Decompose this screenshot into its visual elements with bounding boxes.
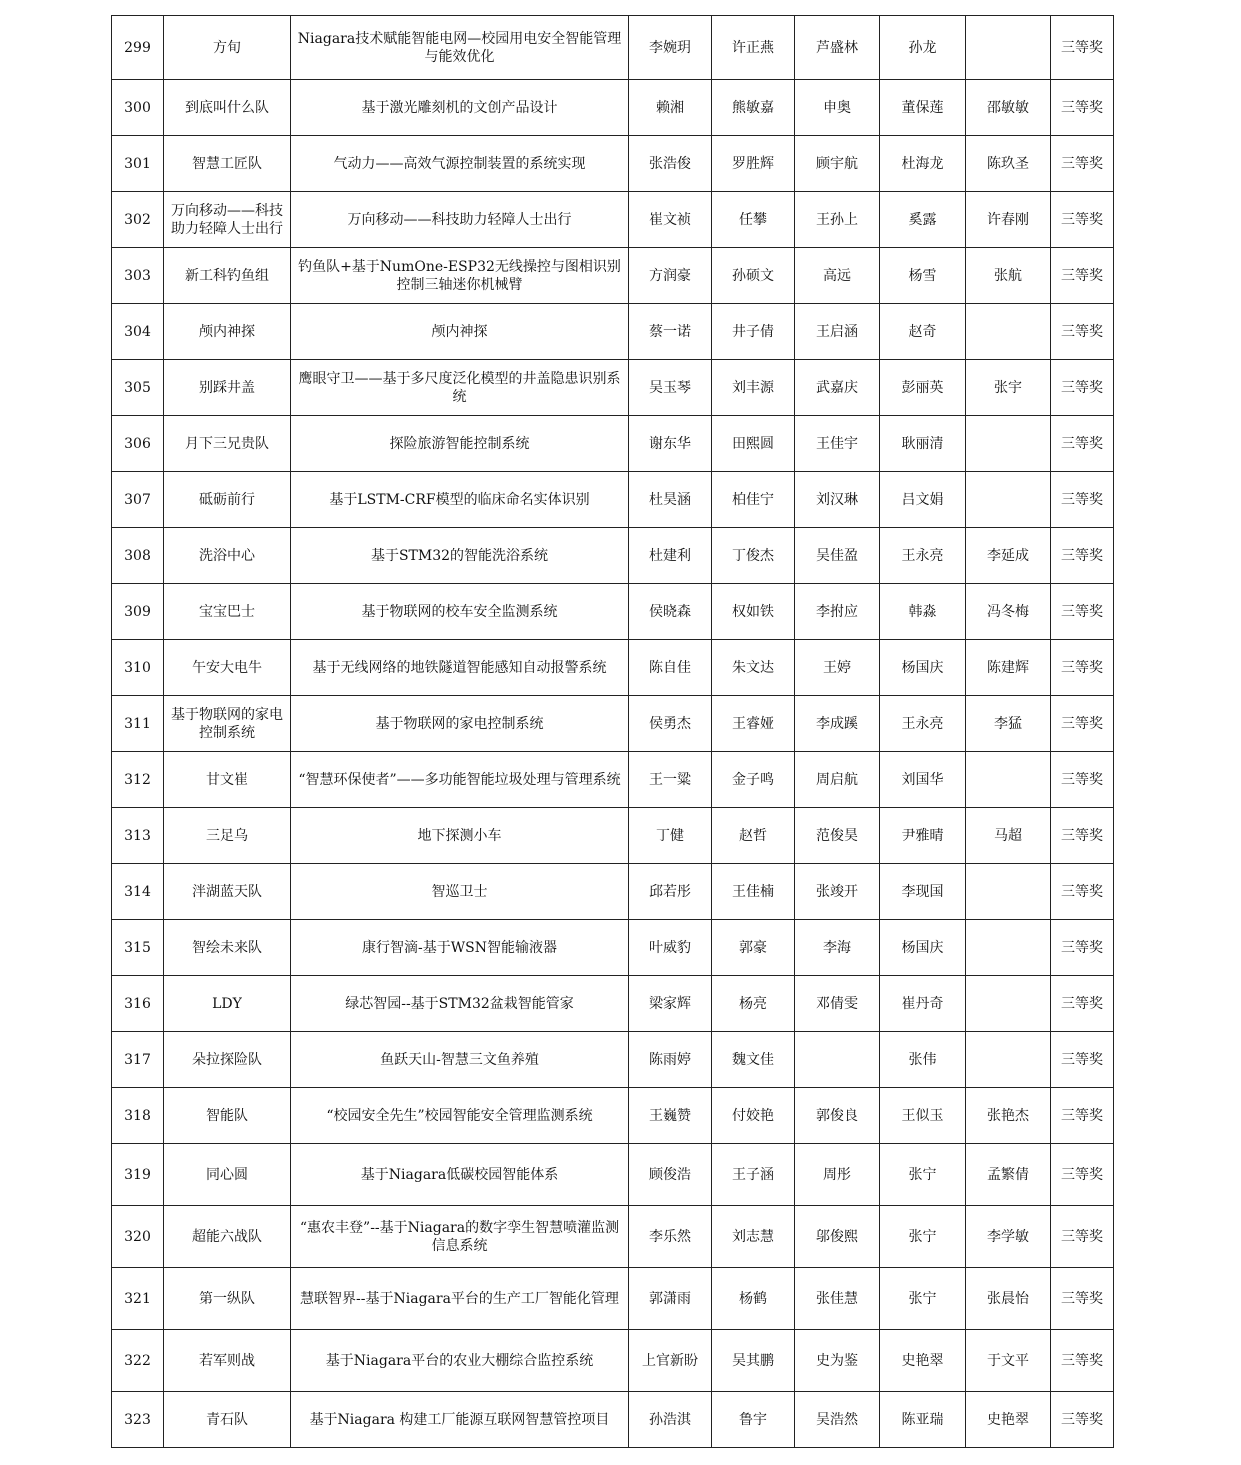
- table-row: [112, 16, 1114, 80]
- member-4-cell: 陈亚瑞: [880, 1392, 966, 1448]
- member-1-cell: 上官新盼: [629, 1330, 712, 1392]
- member-5-cell: 张宇: [966, 360, 1051, 416]
- award-level-cell: 三等奖: [1051, 1088, 1114, 1144]
- project-name-cell: 慧联智界--基于Niagara平台的生产工厂智能化管理: [291, 1268, 629, 1330]
- member-1-cell: 叶威豹: [629, 920, 712, 976]
- project-name-cell: 鹰眼守卫——基于多尺度泛化模型的井盖隐患识别系统: [291, 360, 629, 416]
- row-number-cell: 299: [112, 16, 164, 80]
- member-2-cell: 付姣艳: [712, 1088, 795, 1144]
- award-level-cell: 三等奖: [1051, 808, 1114, 864]
- member-4-cell: 杨雪: [880, 248, 966, 304]
- member-3-cell: 周彤: [795, 1144, 880, 1206]
- team-name-cell: 宝宝巴士: [164, 584, 291, 640]
- member-2-cell: 杨鹤: [712, 1268, 795, 1330]
- member-2-cell: 王佳楠: [712, 864, 795, 920]
- row-number-cell: 302: [112, 192, 164, 248]
- team-name-cell: 第一纵队: [164, 1268, 291, 1330]
- team-name-cell: 甘文崔: [164, 752, 291, 808]
- team-name-cell: 朵拉探险队: [164, 1032, 291, 1088]
- member-3-cell: 王佳宇: [795, 416, 880, 472]
- table-row: [112, 416, 1114, 472]
- member-3-cell: 周启航: [795, 752, 880, 808]
- award-level-cell: 三等奖: [1051, 528, 1114, 584]
- member-3-cell: 史为鉴: [795, 1330, 880, 1392]
- project-name-cell: 绿芯智园--基于STM32盆栽智能管家: [291, 976, 629, 1032]
- member-3-cell: 范俊昊: [795, 808, 880, 864]
- team-name-cell: 智慧工匠队: [164, 136, 291, 192]
- table-row: [112, 1268, 1114, 1330]
- member-5-cell: [966, 864, 1051, 920]
- member-1-cell: 王一粱: [629, 752, 712, 808]
- project-name-cell: 基于无线网络的地铁隧道智能感知自动报警系统: [291, 640, 629, 696]
- row-number-cell: 314: [112, 864, 164, 920]
- award-level-cell: 三等奖: [1051, 472, 1114, 528]
- member-4-cell: 张宁: [880, 1268, 966, 1330]
- member-2-cell: 丁俊杰: [712, 528, 795, 584]
- member-3-cell: 邬俊熙: [795, 1206, 880, 1268]
- member-4-cell: 彭丽英: [880, 360, 966, 416]
- row-number-cell: 301: [112, 136, 164, 192]
- member-5-cell: [966, 472, 1051, 528]
- member-4-cell: 王似玉: [880, 1088, 966, 1144]
- member-4-cell: 杨国庆: [880, 640, 966, 696]
- member-2-cell: 井子倩: [712, 304, 795, 360]
- row-number-cell: 306: [112, 416, 164, 472]
- member-3-cell: 吴浩然: [795, 1392, 880, 1448]
- member-4-cell: 张伟: [880, 1032, 966, 1088]
- member-1-cell: 顾俊浩: [629, 1144, 712, 1206]
- table-row: [112, 584, 1114, 640]
- member-2-cell: 郭豪: [712, 920, 795, 976]
- member-3-cell: 李成蹊: [795, 696, 880, 752]
- member-3-cell: 王启涵: [795, 304, 880, 360]
- project-name-cell: 基于STM32的智能洗浴系统: [291, 528, 629, 584]
- member-5-cell: 邵敏敏: [966, 80, 1051, 136]
- member-2-cell: 魏文佳: [712, 1032, 795, 1088]
- row-number-cell: 308: [112, 528, 164, 584]
- table-row: [112, 304, 1114, 360]
- team-name-cell: 月下三兄贵队: [164, 416, 291, 472]
- member-2-cell: 杨亮: [712, 976, 795, 1032]
- project-name-cell: “校园安全先生”校园智能安全管理监测系统: [291, 1088, 629, 1144]
- project-name-cell: 颅内神探: [291, 304, 629, 360]
- awards-table: [111, 15, 1114, 1448]
- member-3-cell: 邓倩雯: [795, 976, 880, 1032]
- project-name-cell: 钓鱼队+基于NumOne-ESP32无线操控与图相识别控制三轴迷你机械臂: [291, 248, 629, 304]
- member-3-cell: [795, 1032, 880, 1088]
- row-number-cell: 300: [112, 80, 164, 136]
- member-4-cell: 崔丹奇: [880, 976, 966, 1032]
- table-row: [112, 1144, 1114, 1206]
- member-1-cell: 梁家辉: [629, 976, 712, 1032]
- member-3-cell: 李拊应: [795, 584, 880, 640]
- member-5-cell: [966, 976, 1051, 1032]
- member-1-cell: 郭潇雨: [629, 1268, 712, 1330]
- member-1-cell: 杜建利: [629, 528, 712, 584]
- project-name-cell: 基于物联网的校车安全监测系统: [291, 584, 629, 640]
- member-5-cell: 李学敏: [966, 1206, 1051, 1268]
- row-number-cell: 303: [112, 248, 164, 304]
- row-number-cell: 319: [112, 1144, 164, 1206]
- member-5-cell: 冯冬梅: [966, 584, 1051, 640]
- table-row: [112, 472, 1114, 528]
- row-number-cell: 304: [112, 304, 164, 360]
- member-1-cell: 邱若彤: [629, 864, 712, 920]
- table-row: [112, 696, 1114, 752]
- project-name-cell: 基于Niagara低碳校园智能体系: [291, 1144, 629, 1206]
- row-number-cell: 305: [112, 360, 164, 416]
- member-5-cell: 孟繁倩: [966, 1144, 1051, 1206]
- member-2-cell: 鲁宇: [712, 1392, 795, 1448]
- member-3-cell: 李海: [795, 920, 880, 976]
- award-level-cell: 三等奖: [1051, 16, 1114, 80]
- member-4-cell: 刘国华: [880, 752, 966, 808]
- member-4-cell: 赵奇: [880, 304, 966, 360]
- member-3-cell: 刘汉琳: [795, 472, 880, 528]
- member-1-cell: 崔文祯: [629, 192, 712, 248]
- member-5-cell: [966, 304, 1051, 360]
- award-level-cell: 三等奖: [1051, 696, 1114, 752]
- row-number-cell: 320: [112, 1206, 164, 1268]
- team-name-cell: LDY: [164, 976, 291, 1032]
- member-3-cell: 武嘉庆: [795, 360, 880, 416]
- row-number-cell: 317: [112, 1032, 164, 1088]
- project-name-cell: 气动力——高效气源控制装置的系统实现: [291, 136, 629, 192]
- member-1-cell: 陈雨婷: [629, 1032, 712, 1088]
- project-name-cell: 地下探测小车: [291, 808, 629, 864]
- project-name-cell: 基于激光雕刻机的文创产品设计: [291, 80, 629, 136]
- member-5-cell: 马超: [966, 808, 1051, 864]
- member-5-cell: 李猛: [966, 696, 1051, 752]
- member-1-cell: 王巍赞: [629, 1088, 712, 1144]
- member-5-cell: 陈玖圣: [966, 136, 1051, 192]
- member-2-cell: 孙硕文: [712, 248, 795, 304]
- team-name-cell: 三足乌: [164, 808, 291, 864]
- member-2-cell: 熊敏嘉: [712, 80, 795, 136]
- row-number-cell: 322: [112, 1330, 164, 1392]
- table-row: [112, 920, 1114, 976]
- project-name-cell: 康行智滴-基于WSN智能输液器: [291, 920, 629, 976]
- project-name-cell: 万向移动——科技助力轻障人士出行: [291, 192, 629, 248]
- member-3-cell: 郭俊良: [795, 1088, 880, 1144]
- member-1-cell: 孙浩淇: [629, 1392, 712, 1448]
- award-level-cell: 三等奖: [1051, 1330, 1114, 1392]
- member-3-cell: 张竣开: [795, 864, 880, 920]
- member-5-cell: 许春刚: [966, 192, 1051, 248]
- member-2-cell: 柏佳宁: [712, 472, 795, 528]
- member-3-cell: 王孙上: [795, 192, 880, 248]
- award-level-cell: 三等奖: [1051, 1144, 1114, 1206]
- member-1-cell: 李婉玥: [629, 16, 712, 80]
- member-2-cell: 权如铁: [712, 584, 795, 640]
- project-name-cell: Niagara技术赋能智能电网—校园用电安全智能管理与能效优化: [291, 16, 629, 80]
- member-5-cell: 张航: [966, 248, 1051, 304]
- table-row: [112, 80, 1114, 136]
- member-5-cell: 张艳杰: [966, 1088, 1051, 1144]
- member-5-cell: 陈建辉: [966, 640, 1051, 696]
- row-number-cell: 311: [112, 696, 164, 752]
- table-row: [112, 640, 1114, 696]
- member-4-cell: 奚露: [880, 192, 966, 248]
- member-4-cell: 王永亮: [880, 528, 966, 584]
- member-4-cell: 孙龙: [880, 16, 966, 80]
- row-number-cell: 323: [112, 1392, 164, 1448]
- member-4-cell: 韩淼: [880, 584, 966, 640]
- table-row: [112, 1330, 1114, 1392]
- award-level-cell: 三等奖: [1051, 752, 1114, 808]
- team-name-cell: 智能队: [164, 1088, 291, 1144]
- award-level-cell: 三等奖: [1051, 80, 1114, 136]
- member-1-cell: 杜昊涵: [629, 472, 712, 528]
- member-5-cell: 史艳翠: [966, 1392, 1051, 1448]
- team-name-cell: 颅内神探: [164, 304, 291, 360]
- member-4-cell: 董保莲: [880, 80, 966, 136]
- table-body: [112, 16, 1114, 1448]
- member-3-cell: 顾宇航: [795, 136, 880, 192]
- member-5-cell: 李延成: [966, 528, 1051, 584]
- row-number-cell: 321: [112, 1268, 164, 1330]
- project-name-cell: 基于物联网的家电控制系统: [291, 696, 629, 752]
- team-name-cell: 午安大电牛: [164, 640, 291, 696]
- award-level-cell: 三等奖: [1051, 640, 1114, 696]
- member-4-cell: 尹雅晴: [880, 808, 966, 864]
- member-1-cell: 方润豪: [629, 248, 712, 304]
- table-row: [112, 136, 1114, 192]
- member-2-cell: 刘丰源: [712, 360, 795, 416]
- member-2-cell: 任攀: [712, 192, 795, 248]
- table-row: [112, 752, 1114, 808]
- award-level-cell: 三等奖: [1051, 584, 1114, 640]
- member-4-cell: 张宁: [880, 1144, 966, 1206]
- row-number-cell: 307: [112, 472, 164, 528]
- row-number-cell: 315: [112, 920, 164, 976]
- team-name-cell: 泮湖蓝天队: [164, 864, 291, 920]
- table-row: [112, 808, 1114, 864]
- member-2-cell: 田熙圆: [712, 416, 795, 472]
- row-number-cell: 312: [112, 752, 164, 808]
- award-level-cell: 三等奖: [1051, 304, 1114, 360]
- member-5-cell: [966, 920, 1051, 976]
- member-1-cell: 张浩俊: [629, 136, 712, 192]
- team-name-cell: 超能六战队: [164, 1206, 291, 1268]
- member-4-cell: 杨国庆: [880, 920, 966, 976]
- member-3-cell: 高远: [795, 248, 880, 304]
- table-row: [112, 1088, 1114, 1144]
- member-5-cell: [966, 16, 1051, 80]
- table-row: [112, 864, 1114, 920]
- member-3-cell: 吴佳盈: [795, 528, 880, 584]
- project-name-cell: 基于LSTM-CRF模型的临床命名实体识别: [291, 472, 629, 528]
- project-name-cell: 基于Niagara 构建工厂能源互联网智慧管控项目: [291, 1392, 629, 1448]
- project-name-cell: “惠农丰登”--基于Niagara的数字孪生智慧喷灌监测信息系统: [291, 1206, 629, 1268]
- member-4-cell: 李现国: [880, 864, 966, 920]
- award-level-cell: 三等奖: [1051, 416, 1114, 472]
- member-4-cell: 杜海龙: [880, 136, 966, 192]
- member-1-cell: 李乐然: [629, 1206, 712, 1268]
- member-1-cell: 丁健: [629, 808, 712, 864]
- table-row: [112, 248, 1114, 304]
- member-2-cell: 朱文达: [712, 640, 795, 696]
- member-5-cell: [966, 1032, 1051, 1088]
- award-level-cell: 三等奖: [1051, 136, 1114, 192]
- member-4-cell: 张宁: [880, 1206, 966, 1268]
- project-name-cell: 智巡卫士: [291, 864, 629, 920]
- project-name-cell: 探险旅游智能控制系统: [291, 416, 629, 472]
- member-2-cell: 刘志慧: [712, 1206, 795, 1268]
- member-3-cell: 王婷: [795, 640, 880, 696]
- table-row: [112, 1206, 1114, 1268]
- team-name-cell: 方旬: [164, 16, 291, 80]
- member-2-cell: 赵哲: [712, 808, 795, 864]
- table-row: [112, 528, 1114, 584]
- member-4-cell: 王永亮: [880, 696, 966, 752]
- row-number-cell: 310: [112, 640, 164, 696]
- table-row: [112, 360, 1114, 416]
- member-3-cell: 申奥: [795, 80, 880, 136]
- row-number-cell: 309: [112, 584, 164, 640]
- award-level-cell: 三等奖: [1051, 920, 1114, 976]
- award-level-cell: 三等奖: [1051, 1032, 1114, 1088]
- project-name-cell: “智慧环保使者”——多功能智能垃圾处理与管理系统: [291, 752, 629, 808]
- team-name-cell: 青石队: [164, 1392, 291, 1448]
- member-4-cell: 史艳翠: [880, 1330, 966, 1392]
- table-row: [112, 976, 1114, 1032]
- team-name-cell: 别踩井盖: [164, 360, 291, 416]
- member-2-cell: 吴其鹏: [712, 1330, 795, 1392]
- team-name-cell: 基于物联网的家电控制系统: [164, 696, 291, 752]
- member-3-cell: 芦盛林: [795, 16, 880, 80]
- award-level-cell: 三等奖: [1051, 976, 1114, 1032]
- member-2-cell: 罗胜辉: [712, 136, 795, 192]
- member-5-cell: [966, 416, 1051, 472]
- team-name-cell: 若军则战: [164, 1330, 291, 1392]
- member-1-cell: 侯晓森: [629, 584, 712, 640]
- team-name-cell: 新工科钓鱼组: [164, 248, 291, 304]
- row-number-cell: 313: [112, 808, 164, 864]
- table-row: [112, 1392, 1114, 1448]
- team-name-cell: 到底叫什么队: [164, 80, 291, 136]
- member-1-cell: 吴玉琴: [629, 360, 712, 416]
- table-row: [112, 1032, 1114, 1088]
- member-1-cell: 谢东华: [629, 416, 712, 472]
- member-3-cell: 张佳慧: [795, 1268, 880, 1330]
- member-2-cell: 许正燕: [712, 16, 795, 80]
- team-name-cell: 智绘未来队: [164, 920, 291, 976]
- member-5-cell: [966, 752, 1051, 808]
- row-number-cell: 318: [112, 1088, 164, 1144]
- award-level-cell: 三等奖: [1051, 1206, 1114, 1268]
- member-4-cell: 耿丽清: [880, 416, 966, 472]
- member-1-cell: 赖湘: [629, 80, 712, 136]
- award-level-cell: 三等奖: [1051, 360, 1114, 416]
- member-1-cell: 陈自佳: [629, 640, 712, 696]
- award-level-cell: 三等奖: [1051, 248, 1114, 304]
- member-1-cell: 蔡一诺: [629, 304, 712, 360]
- team-name-cell: 万向移动——科技助力轻障人士出行: [164, 192, 291, 248]
- award-level-cell: 三等奖: [1051, 192, 1114, 248]
- team-name-cell: 砥砺前行: [164, 472, 291, 528]
- project-name-cell: 基于Niagara平台的农业大棚综合监控系统: [291, 1330, 629, 1392]
- member-2-cell: 王子涵: [712, 1144, 795, 1206]
- award-level-cell: 三等奖: [1051, 1392, 1114, 1448]
- team-name-cell: 洗浴中心: [164, 528, 291, 584]
- award-level-cell: 三等奖: [1051, 1268, 1114, 1330]
- award-level-cell: 三等奖: [1051, 864, 1114, 920]
- member-4-cell: 吕文娟: [880, 472, 966, 528]
- team-name-cell: 同心圆: [164, 1144, 291, 1206]
- member-2-cell: 王睿娅: [712, 696, 795, 752]
- member-5-cell: 于文平: [966, 1330, 1051, 1392]
- member-5-cell: 张晨怡: [966, 1268, 1051, 1330]
- project-name-cell: 鱼跃天山-智慧三文鱼养殖: [291, 1032, 629, 1088]
- row-number-cell: 316: [112, 976, 164, 1032]
- member-2-cell: 金子鸣: [712, 752, 795, 808]
- member-1-cell: 侯勇杰: [629, 696, 712, 752]
- table-row: [112, 192, 1114, 248]
